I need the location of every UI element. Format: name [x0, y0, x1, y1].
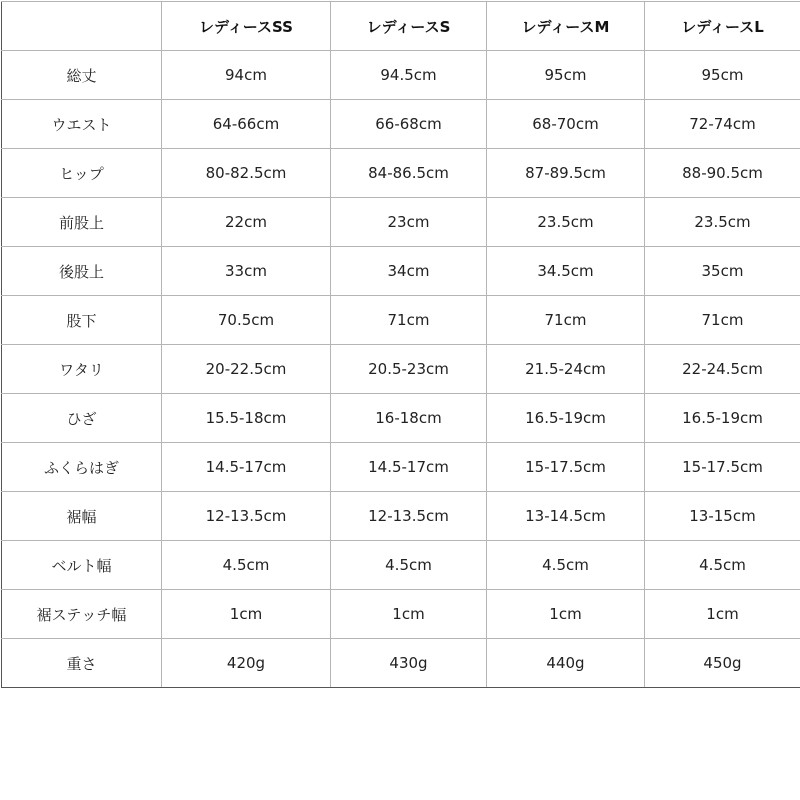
row-label: ひざ [2, 394, 162, 443]
table-cell: 20-22.5cm [162, 345, 331, 394]
table-cell: 14.5-17cm [162, 443, 331, 492]
table-row [2, 394, 800, 443]
table-body [2, 51, 800, 688]
row-label: 前股上 [2, 198, 162, 247]
row-label: 股下 [2, 296, 162, 345]
table-row [2, 198, 800, 247]
table-cell: 430g [331, 639, 487, 688]
table-cell: 66-68cm [331, 100, 487, 149]
column-header-ss: レディースSS [162, 2, 331, 51]
table-cell: 13-14.5cm [487, 492, 645, 541]
table-cell: 64-66cm [162, 100, 331, 149]
table-cell: 33cm [162, 247, 331, 296]
table-cell: 71cm [487, 296, 645, 345]
table-cell: 95cm [487, 51, 645, 100]
table-row [2, 51, 800, 100]
table-row [2, 590, 800, 639]
row-label: ベルト幅 [2, 541, 162, 590]
table-cell: 84-86.5cm [331, 149, 487, 198]
table-cell: 16.5-19cm [645, 394, 800, 443]
row-label: ワタリ [2, 345, 162, 394]
table-cell: 35cm [645, 247, 800, 296]
table-cell: 70.5cm [162, 296, 331, 345]
table-cell: 1cm [162, 590, 331, 639]
row-label: ヒップ [2, 149, 162, 198]
table-cell: 23.5cm [645, 198, 800, 247]
table-cell: 420g [162, 639, 331, 688]
table-cell: 71cm [645, 296, 800, 345]
table-row [2, 149, 800, 198]
table-cell: 88-90.5cm [645, 149, 800, 198]
row-label: 総丈 [2, 51, 162, 100]
row-label: 重さ [2, 639, 162, 688]
table-cell: 16.5-19cm [487, 394, 645, 443]
table-cell: 72-74cm [645, 100, 800, 149]
table-row [2, 296, 800, 345]
table-cell: 22-24.5cm [645, 345, 800, 394]
table-cell: 1cm [487, 590, 645, 639]
table-row [2, 100, 800, 149]
table-cell: 21.5-24cm [487, 345, 645, 394]
table-cell: 95cm [645, 51, 800, 100]
table-row [2, 639, 800, 688]
table-cell: 34cm [331, 247, 487, 296]
table-row [2, 541, 800, 590]
column-header-m: レディースM [487, 2, 645, 51]
table-cell: 15-17.5cm [487, 443, 645, 492]
table-cell: 440g [487, 639, 645, 688]
table-cell: 15.5-18cm [162, 394, 331, 443]
column-header-l: レディースL [645, 2, 800, 51]
table-cell: 34.5cm [487, 247, 645, 296]
row-label: ふくらはぎ [2, 443, 162, 492]
header-row [2, 2, 800, 51]
table-cell: 23cm [331, 198, 487, 247]
table-cell: 1cm [645, 590, 800, 639]
row-label: 裾ステッチ幅 [2, 590, 162, 639]
table-cell: 12-13.5cm [162, 492, 331, 541]
table-cell: 94.5cm [331, 51, 487, 100]
table-row [2, 345, 800, 394]
table-cell: 87-89.5cm [487, 149, 645, 198]
table-row [2, 492, 800, 541]
table-row [2, 443, 800, 492]
column-header-s: レディースS [331, 2, 487, 51]
row-label: ウエスト [2, 100, 162, 149]
row-label: 裾幅 [2, 492, 162, 541]
table-cell: 4.5cm [487, 541, 645, 590]
table-cell: 12-13.5cm [331, 492, 487, 541]
table-cell: 23.5cm [487, 198, 645, 247]
table-cell: 22cm [162, 198, 331, 247]
size-chart-table [1, 1, 800, 688]
table-row [2, 247, 800, 296]
table-cell: 15-17.5cm [645, 443, 800, 492]
table-cell: 94cm [162, 51, 331, 100]
corner-cell [2, 2, 162, 51]
row-label: 後股上 [2, 247, 162, 296]
table-cell: 16-18cm [331, 394, 487, 443]
table-cell: 68-70cm [487, 100, 645, 149]
table-cell: 14.5-17cm [331, 443, 487, 492]
table-cell: 4.5cm [331, 541, 487, 590]
table-cell: 71cm [331, 296, 487, 345]
table-cell: 450g [645, 639, 800, 688]
table-cell: 4.5cm [162, 541, 331, 590]
table-cell: 20.5-23cm [331, 345, 487, 394]
table-cell: 80-82.5cm [162, 149, 331, 198]
table-cell: 4.5cm [645, 541, 800, 590]
table-cell: 13-15cm [645, 492, 800, 541]
table-cell: 1cm [331, 590, 487, 639]
